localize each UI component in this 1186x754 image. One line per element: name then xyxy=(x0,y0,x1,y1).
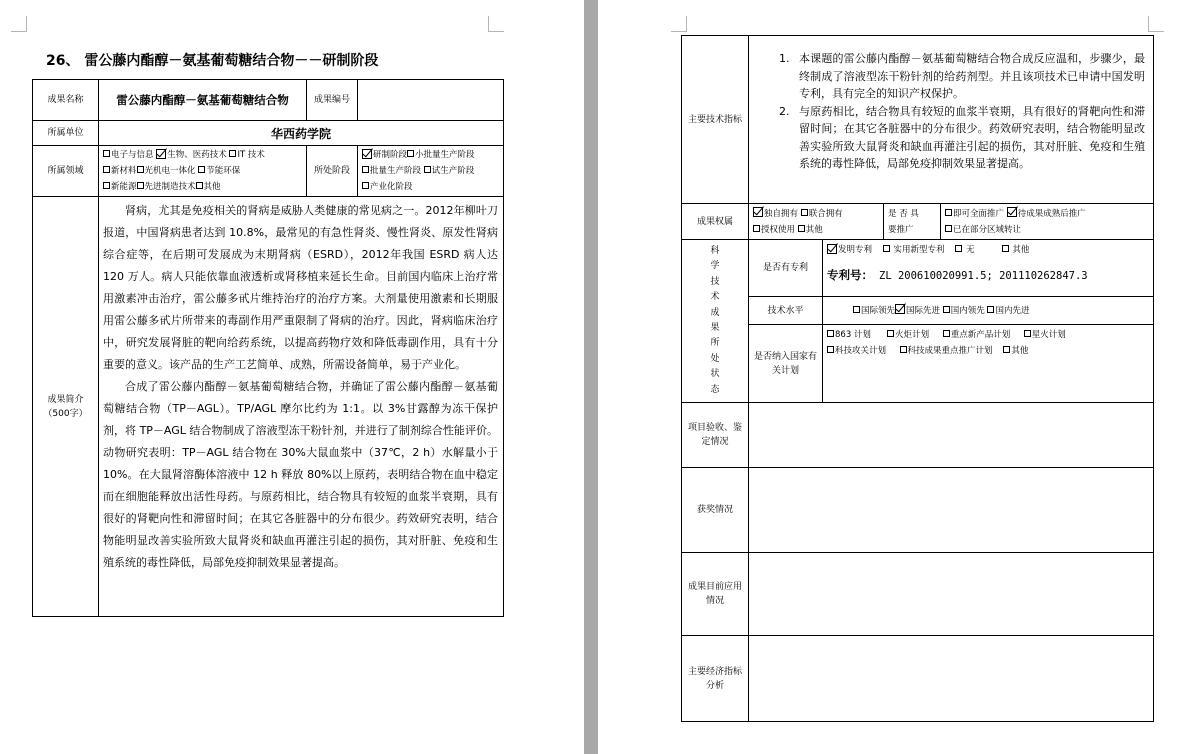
achievement-detail-table xyxy=(681,35,1154,722)
tech-level-options: 国际领先 国际先进 国内领先 国内先进 xyxy=(823,297,1154,325)
acceptance-label: 项目验收、鉴定情况 xyxy=(682,403,749,468)
summary-text[interactable] xyxy=(99,197,504,617)
field-options xyxy=(99,146,307,197)
summary-label: 成果简介 xyxy=(47,394,84,405)
indicators-row xyxy=(682,36,1154,204)
patent-label: 是否有专利 xyxy=(749,240,823,297)
checkbox-biomedical-checked[interactable] xyxy=(156,149,166,159)
patent-options: 发明专利 实用新型专利 无 其他 专利号： ZL 200610020991.5; 201110262847.3 xyxy=(823,240,1154,297)
option-biomedical: 生物、医药技术 xyxy=(167,150,227,160)
option-advanced-manufacturing: 先进制造技术 xyxy=(144,182,196,192)
status-vertical-label: 科 学 技 术 成 果 所 处 状 态 xyxy=(682,240,749,403)
checkbox-small-batch[interactable] xyxy=(407,150,414,157)
ownership-options: 独自拥有 联合拥有 授权使用 其他 xyxy=(749,204,884,240)
tech-level-label: 技术水平 xyxy=(749,297,823,325)
name-row xyxy=(33,80,504,121)
checkbox-other-patent[interactable] xyxy=(1002,245,1009,252)
checkbox-new-energy[interactable] xyxy=(103,182,110,189)
checkbox-other-ownership[interactable] xyxy=(798,225,805,232)
checkbox-it[interactable] xyxy=(229,150,236,157)
unit-label: 所属单位 xyxy=(33,121,99,146)
tech-level-row xyxy=(682,297,1154,325)
field-label: 所属领域 xyxy=(33,146,99,197)
application-value[interactable] xyxy=(749,553,1154,636)
checkbox-key-tech-plan[interactable] xyxy=(827,346,834,353)
indicator-item-2: 2. 与原药相比，结合物具有较短的血浆半衰期，具有很好的肾靶向性和滞留时间；在其它各脏器中的分布很少。药效研究表明，结合物能明显改善实验所致大鼠肾炎和缺血再灌注引起的损伤，其对肝脏、免疫和生殖系统的毒性降低，局部免疫抑制效果显著提高。 xyxy=(779,104,1145,170)
ownership-row xyxy=(682,204,1154,240)
option-batch: 批量生产阶段 xyxy=(370,166,422,176)
promotion-label: 是 否 具 要推广 xyxy=(884,204,941,240)
summary-paragraph-2: 合成了雷公藤内酯醇－氨基葡萄糖结合物，并确证了雷公藤内酯醇－氨基葡萄糖结合物（TP－AGL）。TP/AGL 摩尔比约为 1:1。以 3%甘露醇为冻干保护剂，将 TP－AGL 结合物制成了溶液型冻干粉针剂，并进行了制剂综合性能评价。动物研究表明：TP－AGL 结合物在 30%大鼠血浆中（37℃，2 h）水解量小于 10%。在大鼠肾溶酶体溶液中 12 h 释放 80%以上原药，表明结合物在血中稳定而在细胞能释放出活性母药。与原药相比，结合物具有较短的血浆半衰期，具有很好的肾靶向性和滞留时间；在其它各脏器中的分布很少。药效研究表明，结合物能明显改善实验所致大鼠肾炎和缺血再灌注引起的损伤，其对肝脏、免疫和生殖系统的毒性降低，局部免疫抑制效果显著提高。 xyxy=(103,380,498,569)
economic-row xyxy=(682,636,1154,722)
crop-mark-top-left xyxy=(11,16,27,32)
checkbox-batch[interactable] xyxy=(362,166,369,173)
unit-value[interactable]: 华西药学院 xyxy=(99,121,504,146)
awards-value[interactable] xyxy=(749,468,1154,553)
checkbox-joint-ownership[interactable] xyxy=(801,209,808,216)
checkbox-utility-patent[interactable] xyxy=(883,245,890,252)
application-label: 成果目前应用情况 xyxy=(682,553,749,636)
achievement-form-table xyxy=(32,79,504,617)
checkbox-partially-transferred[interactable] xyxy=(945,225,952,232)
checkbox-promote-later-checked[interactable] xyxy=(1007,207,1017,217)
crop-mark-top-left xyxy=(671,16,687,32)
checkbox-promotion-plan[interactable] xyxy=(900,346,907,353)
option-development: 研制阶段 xyxy=(373,150,408,160)
checkbox-advanced-manufacturing[interactable] xyxy=(137,182,144,189)
indicators-text[interactable] xyxy=(749,36,1154,204)
checkbox-industrialization[interactable] xyxy=(362,182,369,189)
name-value[interactable]: 雷公藤内酯醇－氨基葡萄糖结合物 xyxy=(99,80,307,121)
summary-paragraph-1: 肾病，尤其是免疫相关的肾病是威胁人类健康的常见病之一。2012年柳叶刀报道，中国肾病患者达到 10.8%，最常见的有急性肾炎、慢性肾炎、原发性肾病综合症等，在后期可发展成为末期肾病（ESRD），2012年我国 ESRD 病人达 120 万人。病人只能依靠血液透析或肾移植来延长生命。目前国内临床上治疗常用激素冲击治疗，雷公藤多甙片维持治疗的治疗方案。大剂量使用激素和长期服用雷公藤多甙片所带来的毒副作用严重限制了肾病的治疗。因此，肾病临床治疗中，研究发展肾脏的靶向给药系统，以提高药物疗效和降低毒副作用，具有十分重要的意义。该产品的生产工艺简单、成熟，所需设备简单，易于产业化。 xyxy=(103,204,498,371)
checkbox-other-plan[interactable] xyxy=(1003,346,1010,353)
option-trial: 试生产阶段 xyxy=(431,166,475,176)
indicators-label: 主要技术指标 xyxy=(682,36,749,204)
summary-word-limit: （500字） xyxy=(43,408,88,419)
indicator-item-1: 1. 本课题的雷公藤内酯醇－氨基葡萄糖结合物合成反应温和，步骤少，最终制成了溶液型冻干粉针剂的给药剂型。并且该项技术已申请中国发明专利，具有完全的知识产权保护。 xyxy=(779,52,1145,100)
summary-row xyxy=(33,197,504,617)
application-row xyxy=(682,553,1154,636)
promotion-options: 即可全面推广 待成果成熟后推广 已在部分区域转让 xyxy=(941,204,1154,240)
patent-row xyxy=(682,240,1154,297)
option-industrialization: 产业化阶段 xyxy=(370,182,413,192)
number-value[interactable] xyxy=(358,80,504,121)
name-label: 成果名称 xyxy=(33,80,99,121)
checkbox-intl-leading[interactable] xyxy=(853,306,860,313)
checkbox-domestic-advanced[interactable] xyxy=(987,306,994,313)
page-gutter xyxy=(584,0,598,754)
checkbox-other-field[interactable] xyxy=(196,182,203,189)
economic-value[interactable] xyxy=(749,636,1154,722)
option-other-field: 其他 xyxy=(203,182,221,192)
checkbox-new-product-plan[interactable] xyxy=(943,330,950,337)
checkbox-domestic-leading[interactable] xyxy=(943,306,950,313)
checkbox-optomechatronics[interactable] xyxy=(137,166,144,173)
awards-label: 获奖情况 xyxy=(682,468,749,553)
checkbox-energy-saving[interactable] xyxy=(198,166,205,173)
number-label: 成果编号 xyxy=(307,80,358,121)
acceptance-row xyxy=(682,403,1154,468)
document-page-left xyxy=(0,0,584,754)
option-small-batch: 小批量生产阶段 xyxy=(415,150,475,160)
checkbox-spark-plan[interactable] xyxy=(1024,330,1031,337)
summary-label-cell xyxy=(33,197,99,617)
option-energy-saving: 节能环保 xyxy=(206,166,241,176)
option-electronics: 电子与信息 xyxy=(111,150,154,160)
checkbox-new-materials[interactable] xyxy=(103,166,110,173)
crop-mark-top-right xyxy=(488,16,504,32)
patent-number[interactable]: 专利号： ZL 200610020991.5; 201110262847.3 xyxy=(827,268,1088,282)
option-new-materials: 新材料 xyxy=(111,166,137,176)
ownership-label: 成果权属 xyxy=(682,204,749,240)
checkbox-electronics[interactable] xyxy=(103,150,110,157)
checkbox-intl-advanced-checked[interactable] xyxy=(895,304,905,314)
stage-options xyxy=(358,146,504,197)
checkbox-torch-plan[interactable] xyxy=(887,330,894,337)
option-it: IT 技术 xyxy=(237,150,265,160)
checkbox-trial[interactable] xyxy=(424,166,431,173)
acceptance-value[interactable] xyxy=(749,403,1154,468)
checkbox-promote-now[interactable] xyxy=(945,209,952,216)
checkbox-sole-ownership-checked[interactable] xyxy=(753,207,763,217)
document-title: 26、 雷公藤内酯醇－氨基葡萄糖结合物－－研制阶段 xyxy=(46,53,379,69)
field-row xyxy=(33,146,504,197)
checkbox-development-checked[interactable] xyxy=(362,149,372,159)
crop-mark-top-right xyxy=(1148,16,1164,32)
plan-options: 863 计划 火炬计划 重点新产品计划 星火计划 科技攻关计划 科技成果重点推广计划 其他 xyxy=(823,325,1154,403)
stage-label: 所处阶段 xyxy=(307,146,358,197)
checkbox-licensed[interactable] xyxy=(753,225,760,232)
option-optomechatronics: 光机电一体化 xyxy=(144,166,196,176)
checkbox-863-plan[interactable] xyxy=(827,330,834,337)
awards-row xyxy=(682,468,1154,553)
plan-label: 是否纳入国家有关计划 xyxy=(749,325,823,403)
unit-row xyxy=(33,121,504,146)
checkbox-no-patent[interactable] xyxy=(955,245,962,252)
option-new-energy: 新能源 xyxy=(111,182,137,192)
national-plan-row xyxy=(682,325,1154,403)
economic-label: 主要经济指标分析 xyxy=(682,636,749,722)
checkbox-invention-patent-checked[interactable] xyxy=(827,244,837,254)
